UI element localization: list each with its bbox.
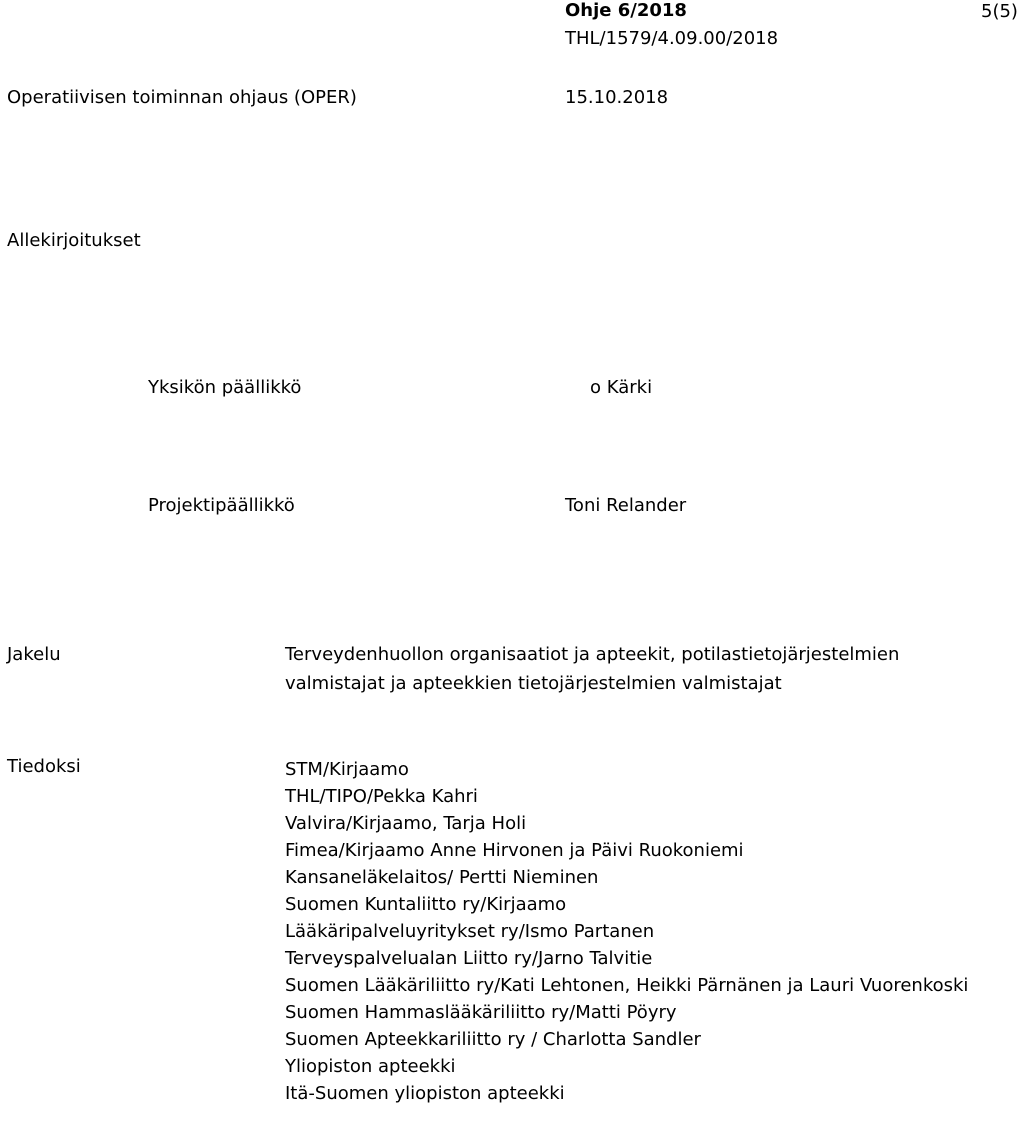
recipient-item: STM/Kirjaamo — [285, 759, 409, 780]
signature-role-project-manager: Projektipäällikkö — [148, 495, 295, 516]
distribution-line: Terveydenhuollon organisaatiot ja apteekit, potilastietojärjestelmien — [285, 644, 900, 665]
for-information-label: Tiedoksi — [7, 756, 81, 777]
recipient-item: Suomen Hammaslääkäriliitto ry/Matti Pöyry — [285, 1002, 677, 1023]
recipient-item: Suomen Apteekkariliitto ry / Charlotta Sandler — [285, 1029, 701, 1050]
document-date: 15.10.2018 — [565, 87, 669, 108]
signature-name-unit-head: o Kärki — [590, 377, 653, 398]
unit-name: Operatiivisen toiminnan ohjaus (OPER) — [7, 87, 357, 108]
recipient-item: Terveyspalvelualan Liitto ry/Jarno Talvitie — [285, 948, 653, 969]
document-reference: THL/1579/4.09.00/2018 — [565, 28, 779, 49]
document-title: Ohje 6/2018 — [565, 0, 687, 21]
signature-name-project-manager: Toni Relander — [565, 495, 687, 516]
recipient-item: Itä-Suomen yliopiston apteekki — [285, 1083, 565, 1104]
signatures-heading: Allekirjoitukset — [7, 230, 141, 251]
signature-role-unit-head: Yksikön päällikkö — [148, 377, 302, 398]
recipient-item: Fimea/Kirjaamo Anne Hirvonen ja Päivi Ruokoniemi — [285, 840, 744, 861]
recipient-item: Kansaneläkelaitos/ Pertti Nieminen — [285, 867, 599, 888]
recipient-item: Lääkäripalveluyritykset ry/Ismo Partanen — [285, 921, 655, 942]
recipient-item: Yliopiston apteekki — [285, 1056, 456, 1077]
distribution-line: valmistajat ja apteekkien tietojärjestelmien valmistajat — [285, 673, 782, 694]
recipient-item: Suomen Lääkäriliitto ry/Kati Lehtonen, Heikki Pärnänen ja Lauri Vuorenkoski — [285, 975, 969, 996]
recipient-item: Valvira/Kirjaamo, Tarja Holi — [285, 813, 527, 834]
recipient-item: Suomen Kuntaliitto ry/Kirjaamo — [285, 894, 567, 915]
recipient-item: THL/TIPO/Pekka Kahri — [285, 786, 478, 807]
distribution-label: Jakelu — [7, 644, 61, 665]
distribution-text — [285, 640, 1005, 698]
recipient-list — [285, 758, 968, 1109]
page-number: 5(5) — [981, 1, 1018, 22]
